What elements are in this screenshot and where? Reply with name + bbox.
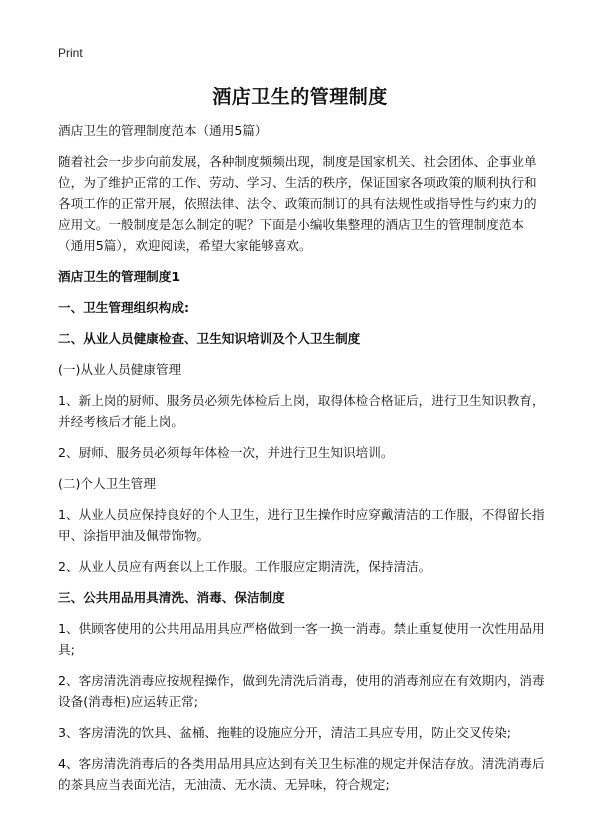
document-title: 酒店卫生的管理制度 [212,86,388,108]
heading-3: 三、公共用品用具清洗、消毒、保洁制度 [58,590,285,605]
paragraph-6: 2、客房清洗消毒应按规程操作，做到先清洗后消毒，使用的消毒剂应在有效期内，消毒设备(消毒柜)应运转正常; [58,673,545,709]
paragraph-1: 1、新上岗的厨师、服务员必须先体检后上岗，取得体检合格证后，进行卫生知识教育，并经考核后才能上岗。 [58,393,545,429]
paragraph-3: 1、从业人员应保持良好的个人卫生，进行卫生操作时应穿戴清洁的工作服，不得留长指甲、涂指甲油及佩带饰物。 [58,507,545,543]
document-subtitle: 酒店卫生的管理制度范本（通用5篇） [58,123,268,138]
paragraph-7: 3、客房清洗的饮具、盆桶、拖鞋的设施应分开，清洁工具应专用，防止交叉传染; [58,725,512,740]
paragraph-4: 2、从业人员应有两套以上工作服。工作服应定期清洗，保持清洁。 [58,559,432,574]
heading-1: 一、卫生管理组织构成: [58,300,189,315]
print-label: Print [58,46,83,60]
document-body [58,120,546,805]
subheading-2: (二)个人卫生管理 [58,476,156,491]
subheading-1: (一)从业人员健康管理 [58,362,182,377]
heading-2: 二、从业人员健康检查、卫生知识培训及个人卫生制度 [58,331,361,346]
paragraph-8: 4、客房清洗消毒后的各类用品用具应达到有关卫生标准的规定并保洁存放。清洗消毒后的茶具应当表面光洁，无油渍、无水渍、无异味，符合规定; [58,756,545,792]
paragraph-5: 1、供顾客使用的公共用品用具应严格做到一客一换一消毒。禁止重复使用一次性用品用具; [58,621,545,657]
paragraph-2: 2、厨师、服务员必须每年体检一次，并进行卫生知识培训。 [58,445,394,460]
section-title: 酒店卫生的管理制度1 [58,269,181,284]
intro-paragraph: 随着社会一步步向前发展，各种制度频频出现，制度是国家机关、社会团体、企事业单位，为了维护正常的工作、劳动、学习、生活的秩序，保证国家各项政策的顺利执行和各项工作的正常开展，依照法律、法令、政策而制订的具有法规性或指导性与约束力的应用文。一般制度是怎么制定的呢？下面是小编收集整理的酒店卫生的管理制度范本（通用5篇），欢迎阅读，希望大家能够喜欢。 [58,154,537,253]
